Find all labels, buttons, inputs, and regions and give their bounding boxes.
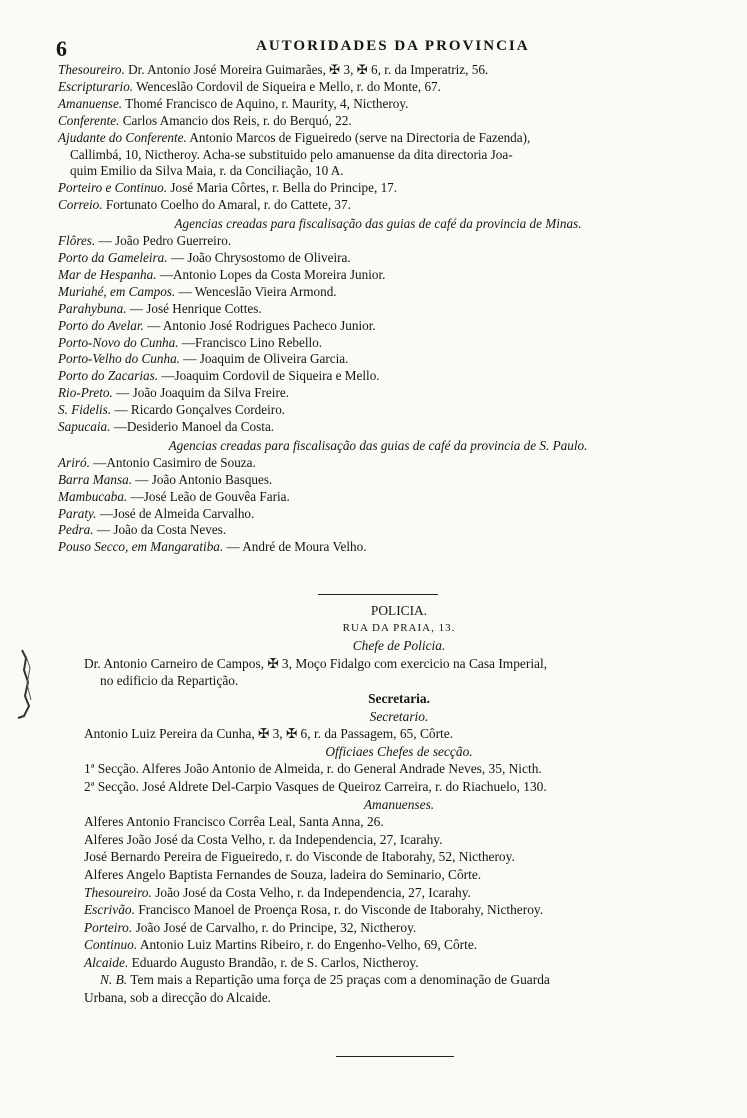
staff-line: Thesoureiro. João José da Costa Velho, r. da Independencia, 27, Icarahy.: [84, 884, 471, 900]
agency-line: Mar de Hespanha. —Antonio Lopes da Costa Moreira Junior.: [58, 266, 386, 282]
agency-line: Pouso Secco, em Mangaratiba. — André de Moura Velho.: [58, 539, 367, 555]
page-header: [56, 36, 696, 62]
chefe-line: Dr. Antonio Carneiro de Campos, ✠ 3, Moço Fidalgo com exercicio na Casa Imperial,: [84, 655, 548, 671]
chefes-heading: Officiaes Chefes de secção.: [325, 743, 473, 759]
official-line: Callimbá, 10, Nictheroy. Acha-se substituido pelo amanuense da dita directoria Joa-: [70, 146, 513, 162]
staff-line: Alcaide. Eduardo Augusto Brandão, r. de S. Carlos, Nictheroy.: [84, 954, 419, 970]
staff-line: Continuo. Antonio Luiz Martins Ribeiro, r. do Engenho-Velho, 69, Côrte.: [84, 937, 478, 953]
official-line: quim Emilio da Silva Maia, r. da Conciliação, 10 A.: [70, 163, 344, 179]
agency-line: S. Fidelis. — Ricardo Gonçalves Cordeiro.: [58, 402, 286, 418]
running-title: AUTORIDADES DA PROVINCIA: [256, 38, 530, 54]
agency-line: Ariró. —Antonio Casimiro de Souza.: [58, 454, 256, 470]
agency-line: Porto da Gameleira. — João Chrysostomo de Oliveira.: [58, 249, 351, 265]
policia-title: POLICIA.: [370, 603, 428, 618]
agency-line: Muriahé, em Campos. — Wenceslão Vieira Armond.: [58, 283, 337, 299]
agency-line: Porto-Novo do Cunha. —Francisco Lino Rebello.: [58, 334, 323, 350]
footer-divider: [336, 1056, 454, 1057]
official-line: Ajudante do Conferente. Antonio Marcos de Figueiredo (serve na Directoria de Fazenda),: [58, 129, 531, 145]
official-line: Thesoureiro. Dr. Antonio José Moreira Guimarães, ✠ 3, ✠ 6, r. da Imperatriz, 56.: [58, 62, 489, 77]
sao-paulo-heading: Agencias creadas para fiscalisação das guias de café da provincia de S. Paulo.: [168, 437, 588, 453]
chefe-seccao-line: 2ª Secção. José Aldrete Del-Carpio Vasques de Queiroz Carreira, r. do Riachuelo, 130.: [84, 778, 547, 794]
amanuense-line: Alferes João José da Costa Velho, r. da Independencia, 27, Icarahy.: [84, 831, 443, 847]
official-line: Porteiro e Continuo. José Maria Côrtes, r. Bella do Principe, 17.: [58, 180, 398, 196]
official-line: Escripturario. Wenceslão Cordovil de Siqueira e Mello, r. do Monte, 67.: [58, 78, 441, 94]
agency-line: Porto do Zacarias. —Joaquim Cordovil de Siqueira e Mello.: [58, 368, 380, 384]
staff-line: Porteiro. João José de Carvalho, r. do Principe, 32, Nictheroy.: [84, 919, 417, 935]
staff-line: Escrivão. Francisco Manoel de Proença Rosa, r. do Visconde de Itaborahy, Nictheroy.: [84, 902, 544, 918]
agency-line: Paraty. —José de Almeida Carvalho.: [58, 505, 255, 521]
margin-scan-mark: [12, 648, 36, 720]
agency-line: Porto-Velho do Cunha. — Joaquim de Oliveira Garcia.: [58, 351, 349, 367]
note-line: N. B. Tem mais a Repartição uma força de 25 praças com a denominação de Guarda: [100, 972, 550, 988]
page-number: 6: [56, 36, 67, 61]
secretario-line: Antonio Luiz Pereira da Cunha, ✠ 3, ✠ 6, r. da Passagem, 65, Côrte.: [84, 726, 454, 742]
officials-list: [58, 62, 698, 556]
chefe-seccao-line: 1ª Secção. Alferes João Antonio de Almeida, r. do General Andrade Neves, 35, Nicth.: [84, 761, 542, 777]
policia-address: RUA DA PRAIA, 13.: [342, 621, 456, 634]
agency-line: Barra Mansa. — João Antonio Basques.: [58, 471, 273, 487]
section-divider: [318, 594, 438, 595]
official-line: Correio. Fortunato Coelho do Amaral, r. do Cattete, 37.: [58, 197, 351, 213]
agency-line: Porto do Avelar. — Antonio José Rodrigues Pacheco Junior.: [58, 317, 376, 333]
amanuense-line: Alferes Antonio Francisco Corrêa Leal, Santa Anna, 26.: [84, 814, 384, 830]
chefe-heading: Chefe de Policia.: [352, 638, 446, 654]
agency-line: Rio-Preto. — João Joaquim da Silva Freire.: [58, 385, 289, 401]
minas-heading: Agencias creadas para fiscalisação das guias de café da provincia de Minas.: [174, 216, 582, 232]
agency-line: Flôres. — João Pedro Guerreiro.: [58, 233, 232, 249]
agency-line: Sapucaia. —Desiderio Manoel da Costa.: [58, 419, 275, 435]
secretario-heading: Secretario.: [369, 708, 429, 724]
secretaria-heading: Secretaria.: [368, 690, 430, 706]
agency-line: Parahybuna. — José Henrique Cottes.: [58, 300, 262, 316]
agency-line: Pedra. — João da Costa Neves.: [58, 522, 227, 538]
official-line: Amanuense. Thomé Francisco de Aquino, r. Maurity, 4, Nictheroy.: [58, 95, 409, 111]
official-line: Conferente. Carlos Amancio dos Reis, r. do Berquó, 22.: [58, 112, 352, 128]
amanuense-line: José Bernardo Pereira de Figueiredo, r. do Visconde de Itaborahy, 52, Nictheroy.: [84, 849, 515, 865]
policia-section: [84, 602, 714, 1007]
agency-line: Mambucaba. —José Leão de Gouvêa Faria.: [58, 488, 290, 504]
amanuenses-heading: Amanuenses.: [363, 796, 435, 812]
chefe-line: no edificio da Repartição.: [100, 673, 239, 689]
note-line: Urbana, sob a direcção do Alcaide.: [84, 990, 272, 1006]
amanuense-line: Alferes Angelo Baptista Fernandes de Souza, ladeira do Seminario, Côrte.: [84, 866, 482, 882]
